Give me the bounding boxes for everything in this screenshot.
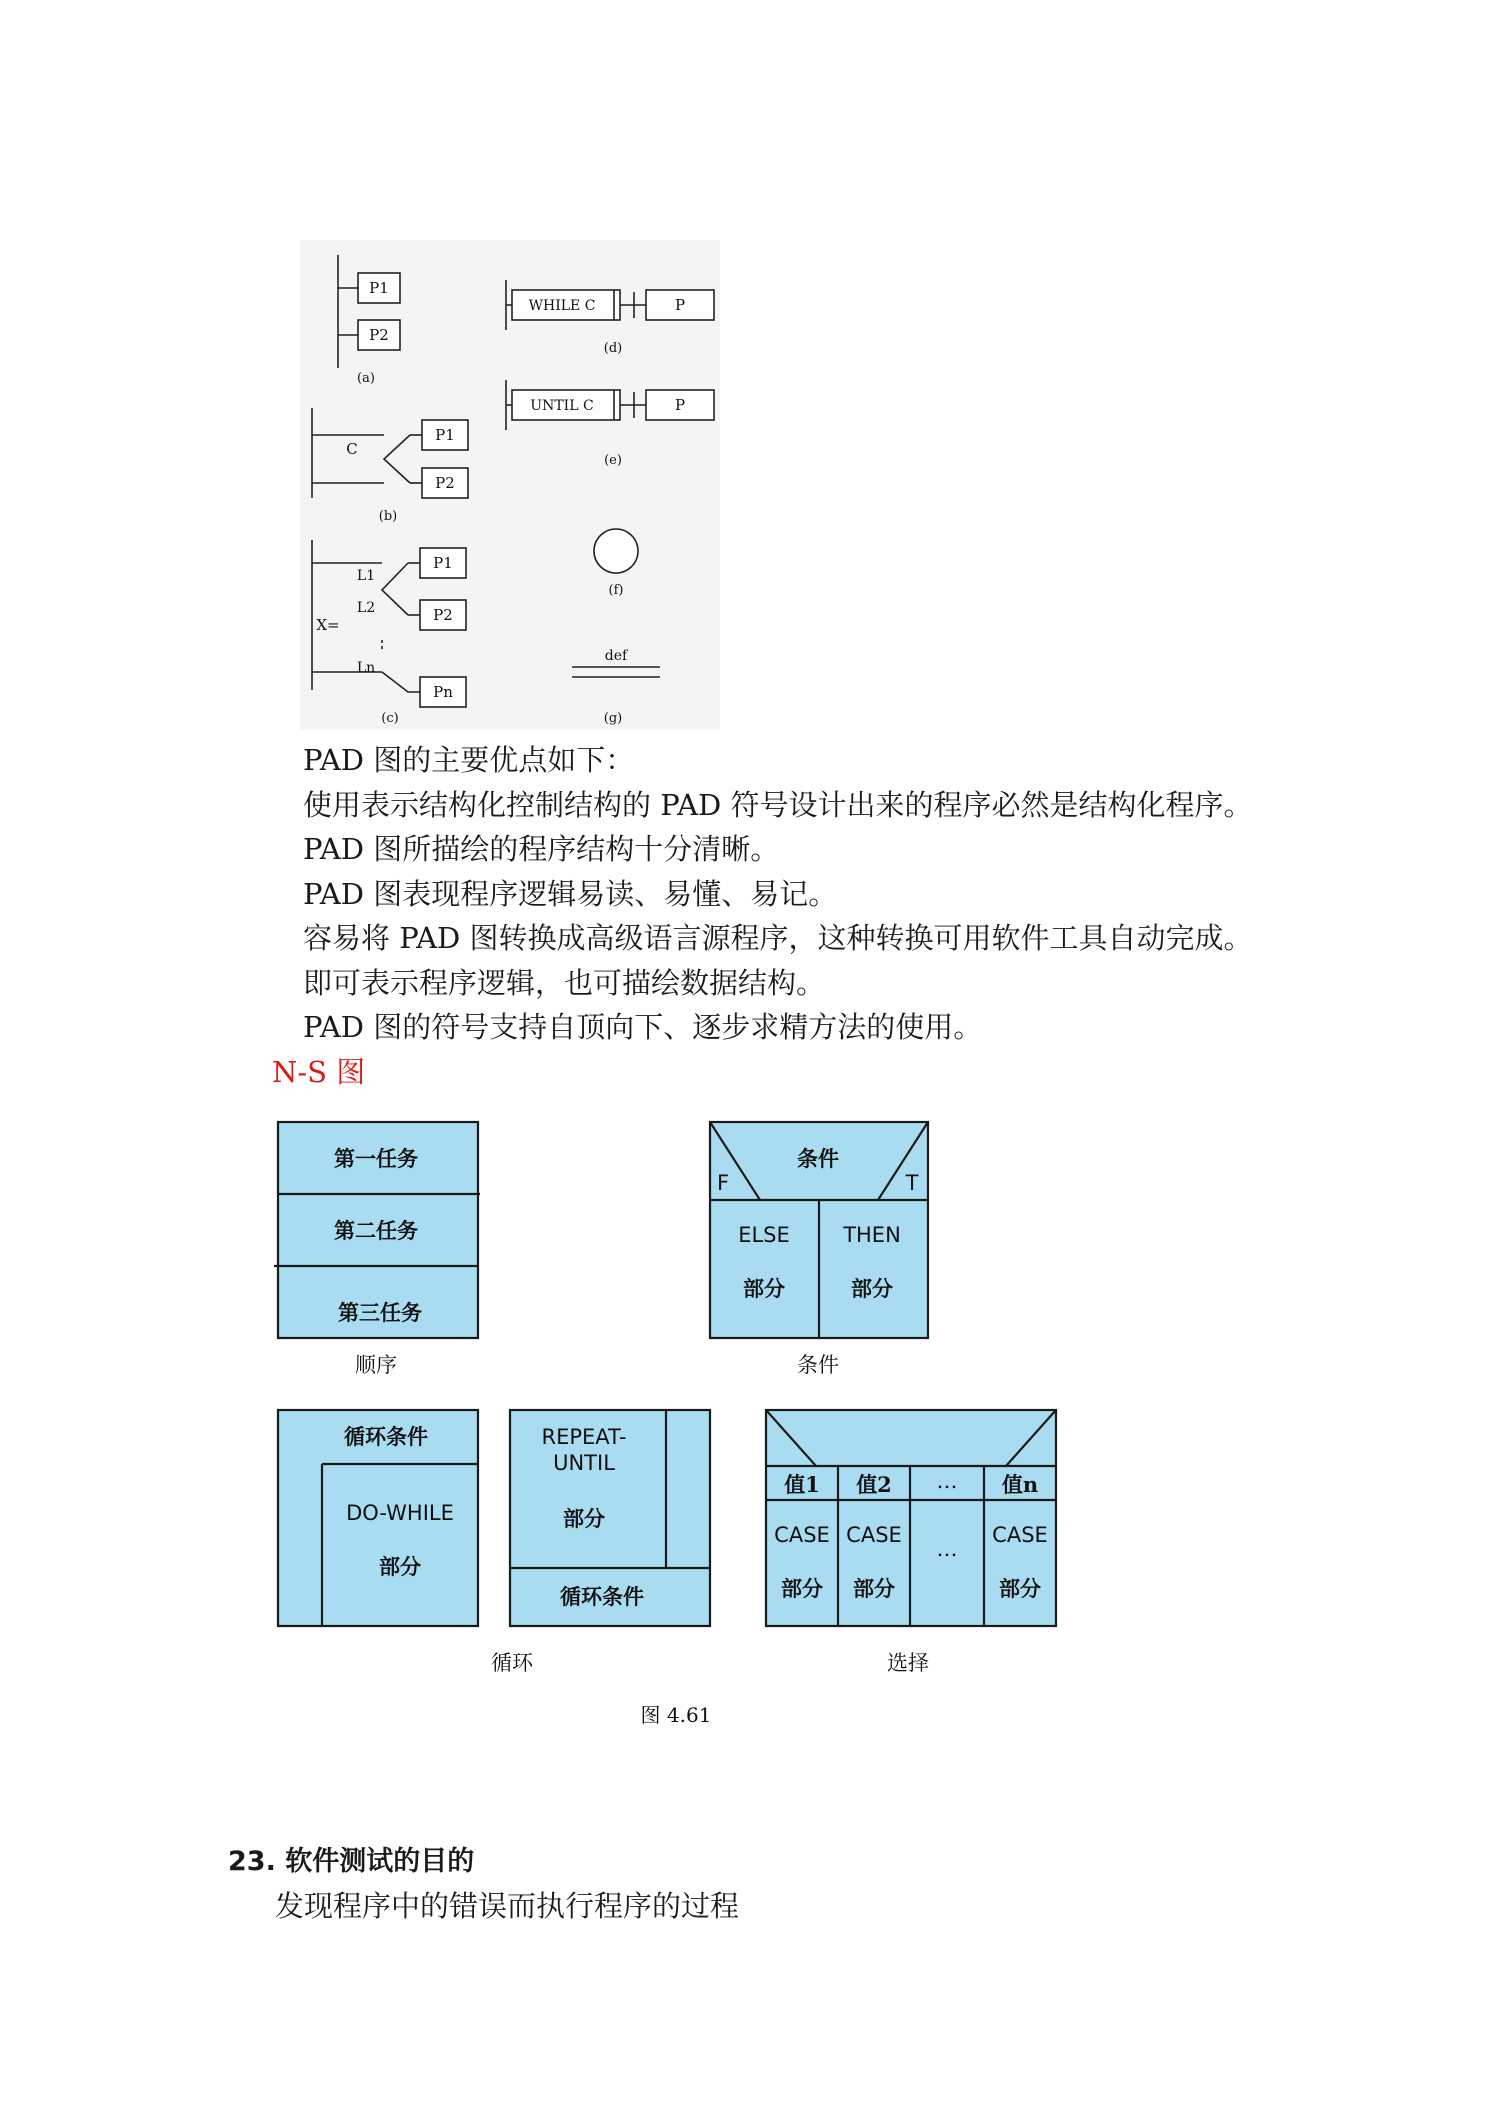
pad-advantage-item: 容易将 PAD 图转换成高级语言源程序，这种转换可用软件工具自动完成。 — [303, 921, 1253, 955]
pad-advantage-item: PAD 图表现程序逻辑易读、易懂、易记。 — [303, 876, 838, 911]
ns-then-label: THEN — [843, 1223, 901, 1247]
pad-sel-cond-label: C — [346, 440, 358, 458]
pad-def-label: def — [604, 648, 628, 664]
ns-condition-f: F — [716, 1171, 730, 1195]
pad-advantage-item: 使用表示结构化控制结构的 PAD 符号设计出来的程序必然是结构化程序。 — [303, 787, 1253, 822]
ns-case-dots-header: … — [936, 1469, 958, 1493]
ns-repeat-part-label: 部分 — [563, 1506, 605, 1531]
pad-multi-l1-label: L1 — [356, 568, 376, 584]
pad-seq-p1-label: P1 — [369, 279, 389, 297]
ns-case-label-1: CASE — [774, 1523, 830, 1547]
ns-case-part-1: 部分 — [781, 1576, 823, 1601]
ns-then-part-label: 部分 — [851, 1276, 893, 1301]
pad-multi-ln-label: Ln — [356, 660, 376, 676]
ns-do-while-label: DO-WHILE — [346, 1501, 454, 1525]
section-body: 发现程序中的错误而执行程序的过程 — [275, 1889, 740, 1923]
ns-figure-caption: 图 4.61 — [640, 1703, 712, 1727]
ns-case-caption: 选择 — [887, 1651, 929, 1675]
ns-condition-label: 条件 — [797, 1146, 839, 1171]
ns-condition-t: T — [905, 1171, 919, 1195]
ns-case-label-n: CASE — [992, 1523, 1048, 1547]
ns-else-label: ELSE — [738, 1223, 790, 1247]
pad-sel-caption: (b) — [378, 509, 398, 524]
pad-multi-pn-label: Pn — [433, 683, 453, 701]
pad-advantage-item: PAD 图所描绘的程序结构十分清晰。 — [303, 832, 780, 866]
pad-until-label: UNTIL C — [530, 398, 594, 414]
ns-do-while-cond-label: 循环条件 — [344, 1424, 428, 1449]
pad-multi-x-label: X= — [316, 616, 340, 634]
ns-diagram — [272, 1110, 1072, 1750]
pad-advantages-intro: PAD 图的主要优点如下： — [303, 743, 635, 777]
pad-seq-caption: (a) — [357, 371, 375, 386]
ns-case-dots-body: … — [936, 1537, 958, 1561]
section-heading: 23. 软件测试的目的 — [228, 1846, 475, 1877]
pad-while-p-label: P — [674, 296, 686, 314]
pad-multi-p2-label: P2 — [433, 606, 453, 624]
ns-case-part-n: 部分 — [999, 1576, 1041, 1601]
pad-seq-p2-label: P2 — [369, 326, 389, 344]
ns-repeat-label: REPEAT- — [541, 1425, 627, 1449]
ns-until-label: UNTIL — [553, 1451, 615, 1475]
pad-advantage-item: PAD 图的符号支持自顶向下、逐步求精方法的使用。 — [303, 1010, 983, 1044]
pad-advantage-item: 即可表示程序逻辑，也可描绘数据结构。 — [303, 965, 826, 1000]
pad-advantages — [303, 738, 1323, 1050]
pad-until-p-label: P — [674, 396, 686, 414]
ns-do-while-part-label: 部分 — [379, 1554, 421, 1579]
pad-while-caption: (d) — [603, 341, 623, 356]
pad-sel-p1-label: P1 — [435, 426, 455, 444]
pad-circle — [594, 529, 638, 573]
pad-diagram — [300, 240, 720, 730]
ns-sequence-caption: 顺序 — [355, 1353, 397, 1377]
ns-task1-label: 第一任务 — [334, 1146, 418, 1171]
ns-case-part-2: 部分 — [853, 1576, 895, 1601]
pad-until-caption: (e) — [604, 453, 622, 468]
pad-while-label: WHILE C — [528, 298, 596, 314]
ns-task2-label: 第二任务 — [334, 1218, 418, 1243]
ns-case-vn-label: 值n — [1001, 1472, 1039, 1497]
pad-def-caption: (g) — [603, 711, 623, 726]
pad-multi-p1-label: P1 — [433, 554, 453, 572]
ns-else-part-label: 部分 — [743, 1276, 785, 1301]
ns-case-v1-label: 值1 — [784, 1472, 820, 1497]
ns-title: N-S 图 — [272, 1055, 366, 1089]
pad-circle-caption: (f) — [608, 583, 624, 598]
ns-loop-caption: 循环 — [491, 1651, 533, 1675]
pad-sel-p2-label: P2 — [435, 474, 455, 492]
ns-case-v2-label: 值2 — [856, 1472, 892, 1497]
ns-condition-caption: 条件 — [797, 1353, 839, 1377]
pad-multi-caption: (c) — [381, 711, 399, 726]
ns-task3-label: 第三任务 — [338, 1300, 422, 1325]
ns-repeat-cond-label: 循环条件 — [560, 1584, 644, 1609]
ns-case-label-2: CASE — [846, 1523, 902, 1547]
pad-multi-l2-label: L2 — [356, 600, 376, 616]
